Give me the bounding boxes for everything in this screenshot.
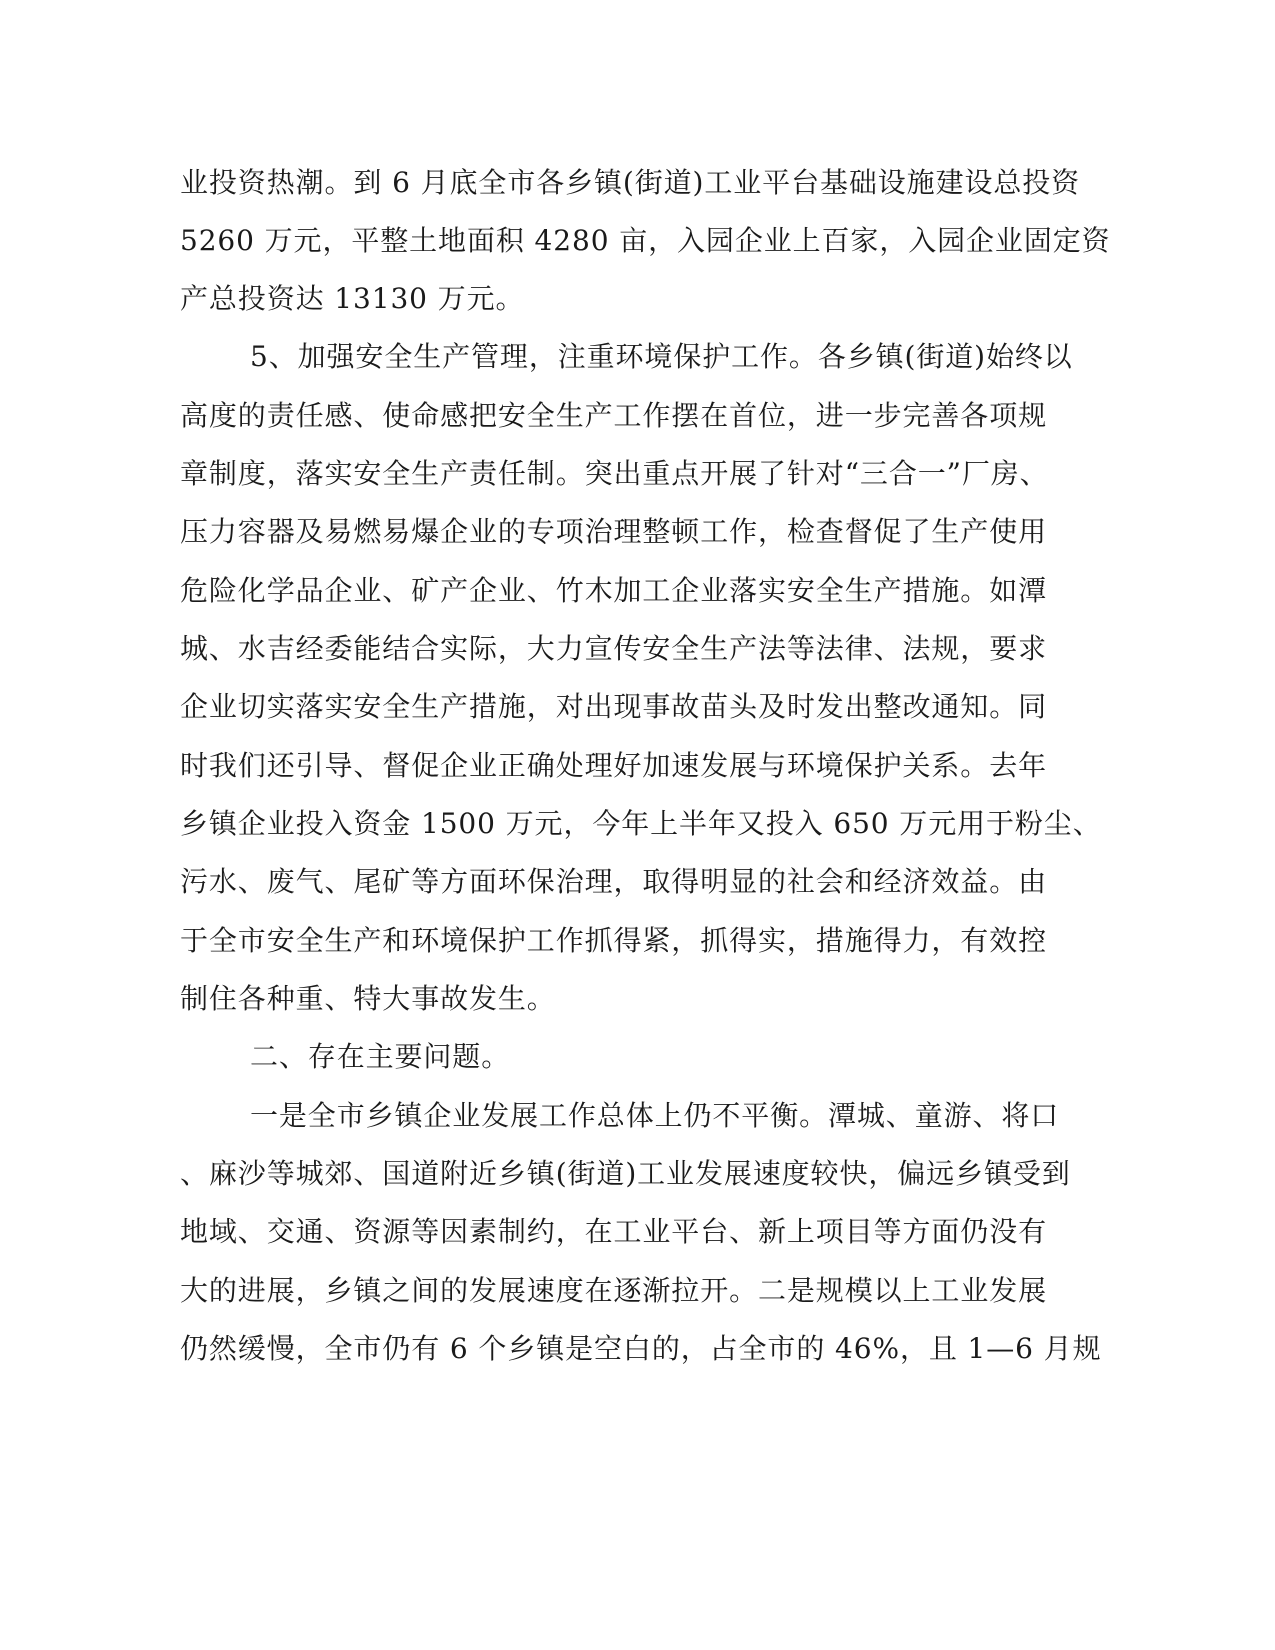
body-text-line: 5260 万元，平整土地面积 4280 亩，入园企业上百家，入园企业固定资 bbox=[180, 224, 1111, 257]
body-text-line: 、麻沙等城郊、国道附近乡镇(街道)工业发展速度较快，偏远乡镇受到 bbox=[180, 1157, 1071, 1190]
body-text-line: 大的进展，乡镇之间的发展速度在逐渐拉开。二是规模以上工业发展 bbox=[180, 1274, 1048, 1307]
body-text-line: 城、水吉经委能结合实际，大力宣传安全生产法等法律、法规，要求 bbox=[180, 632, 1048, 665]
body-text-line: 产总投资达 13130 万元。 bbox=[180, 282, 525, 315]
section-heading: 二、存在主要问题。 bbox=[250, 1040, 511, 1073]
body-text-line: 高度的责任感、使命感把安全生产工作摆在首位，进一步完善各项规 bbox=[180, 399, 1048, 432]
body-text-line: 危险化学品企业、矿产企业、竹木加工企业落实安全生产措施。如潭 bbox=[180, 574, 1048, 607]
body-text-line: 压力容器及易燃易爆企业的专项治理整顿工作，检查督促了生产使用 bbox=[180, 515, 1048, 548]
body-text-line: 5、加强安全生产管理，注重环境保护工作。各乡镇(街道)始终以 bbox=[250, 340, 1073, 373]
body-text-line: 一是全市乡镇企业发展工作总体上仍不平衡。潭城、童游、将口 bbox=[250, 1099, 1060, 1132]
body-text-line: 业投资热潮。到 6 月底全市各乡镇(街道)工业平台基础设施建设总投资 bbox=[180, 166, 1081, 199]
body-text-line: 于全市安全生产和环境保护工作抓得紧，抓得实，措施得力，有效控 bbox=[180, 924, 1048, 957]
body-text-line: 时我们还引导、督促企业正确处理好加速发展与环境保护关系。去年 bbox=[180, 749, 1048, 782]
body-text-line: 章制度，落实安全生产责任制。突出重点开展了针对“三合一”厂房、 bbox=[180, 457, 1049, 490]
body-text-line: 企业切实落实安全生产措施，对出现事故苗头及时发出整改通知。同 bbox=[180, 690, 1048, 723]
body-text-line: 地域、交通、资源等因素制约，在工业平台、新上项目等方面仍没有 bbox=[180, 1215, 1048, 1248]
body-text-line: 污水、废气、尾矿等方面环保治理，取得明显的社会和经济效益。由 bbox=[180, 865, 1048, 898]
body-text-line: 乡镇企业投入资金 1500 万元，今年上半年又投入 650 万元用于粉尘、 bbox=[180, 807, 1102, 840]
body-text-line: 仍然缓慢，全市仍有 6 个乡镇是空白的，占全市的 46%，且 1—6 月规 bbox=[180, 1332, 1102, 1365]
body-text-line: 制住各种重、特大事故发生。 bbox=[180, 982, 556, 1015]
